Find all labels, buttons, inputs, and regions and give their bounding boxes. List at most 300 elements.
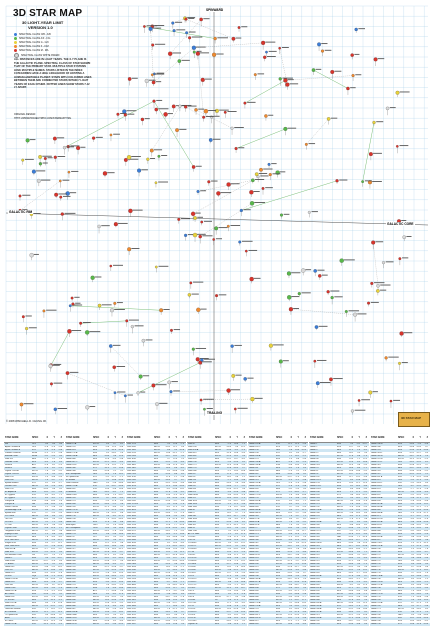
table-cell: M3.5V	[154, 593, 160, 595]
table-cell: 7.1	[303, 500, 306, 502]
table-cell: 6.0	[425, 482, 428, 484]
table-cell: G 99-49	[188, 536, 196, 538]
table-cell: M0.5V	[93, 599, 99, 601]
map-title: 3D STAR MAP	[13, 8, 83, 19]
table-cell: M5.5V	[32, 587, 38, 589]
table-cell: Ross 458 A	[188, 449, 199, 451]
table-cell: 8.1	[167, 542, 170, 544]
table-cell: -16.6	[172, 536, 177, 538]
table-cell: M2V	[398, 581, 403, 583]
table-cell: 1.1	[59, 527, 62, 529]
table-cell: Gliese 521	[310, 614, 320, 616]
table-cell: 13.6	[356, 479, 360, 481]
table-cell: 12.6	[302, 581, 306, 583]
table-cell: 0.5	[59, 569, 62, 571]
table-cell: M3.5V	[93, 596, 99, 598]
table-cell: 8.1	[52, 464, 55, 466]
table-cell: DA	[32, 503, 35, 505]
table-cell: 12.4	[302, 560, 306, 562]
table-cell: Gliese 695 A	[371, 536, 383, 538]
table-cell: 18.4	[119, 533, 123, 535]
table-cell: Kapteyn's Star	[5, 533, 18, 535]
table-cell: 0.1	[303, 473, 306, 475]
table-cell: 13.1	[288, 530, 292, 532]
table-cell: -8.0	[302, 551, 306, 553]
table-cell: Gliese 820 B	[249, 503, 261, 505]
table-cell: M1.5V	[276, 590, 282, 592]
table-cell: M4.5V	[32, 563, 38, 565]
table-cell: -17.2	[348, 560, 353, 562]
table-cell: G 32-5	[188, 575, 195, 577]
table-cell: Ross 614 A	[5, 548, 16, 550]
table-cell: 12.0	[349, 461, 353, 463]
table-cell: Gliese 729	[249, 497, 259, 499]
table-header-cell: Y	[175, 437, 177, 439]
table-cell: 12.1	[105, 542, 109, 544]
table-cell: LHS 3799	[127, 452, 136, 454]
table-cell: -7.1	[180, 581, 184, 583]
table-cell: 8.0	[45, 602, 48, 604]
table-cell: 1.0	[113, 524, 116, 526]
table-cell: 9.9	[174, 449, 177, 451]
table-cell: 9.1	[411, 605, 414, 607]
table-cell: LHS 1723	[127, 443, 136, 445]
legend-item: SPECTRAL CLASS O/B - A/B	[14, 33, 51, 36]
table-cell: Wolf 562	[188, 524, 196, 526]
table-cell: DA5	[337, 536, 341, 538]
table-cell: 7.1	[411, 587, 414, 589]
table-cell: 1.0	[59, 503, 62, 505]
table-cell: M3.5V	[215, 455, 221, 457]
table-cell: -5.1	[424, 470, 428, 472]
table-cell: Ross 682	[188, 455, 197, 457]
table-cell: 2.2	[52, 458, 55, 460]
table-cell: Gliese 700.2	[371, 542, 383, 544]
table-cell: Gliese 892	[66, 488, 76, 490]
table-cell: M3.5V	[276, 494, 282, 496]
table-cell: -11.6	[226, 452, 231, 454]
table-cell: 13.7	[44, 554, 48, 556]
table-cell: M3.5V	[154, 560, 160, 562]
table-cell: Gliese 9066	[66, 614, 77, 616]
table-cell: G5V	[398, 479, 403, 481]
table-cell: Gliese 185	[310, 494, 320, 496]
star-index-column	[4, 437, 64, 625]
table-cell: -19.6	[348, 581, 353, 583]
table-cell: 8.3	[357, 551, 360, 553]
table-cell: Wolf 498	[188, 488, 196, 490]
table-cell: EZ Aquarii A	[5, 491, 17, 493]
table-cell: M4.5V	[154, 452, 160, 454]
table-cell: 3.2	[59, 593, 62, 595]
table-cell: -15.2	[348, 569, 353, 571]
table-cell: -3.7	[51, 491, 55, 493]
table-cell: -1.4	[295, 476, 299, 478]
table-cell: -15.8	[233, 464, 238, 466]
table-cell: -12.4	[165, 578, 170, 580]
table-cell: -3.5	[295, 506, 299, 508]
table-cell: 3.6	[357, 464, 360, 466]
table-cell: 5.7	[425, 590, 428, 592]
table-cell: 3.7	[167, 560, 170, 562]
table-cell: M4V	[32, 599, 37, 601]
table-cell: M1.5V	[276, 563, 282, 565]
table-cell: -2.4	[173, 539, 177, 541]
table-cell: -16.2	[165, 611, 170, 613]
table-cell: M4V	[215, 536, 220, 538]
table-cell: Proxima Centauri	[5, 452, 21, 454]
table-cell: -18.6	[409, 446, 414, 448]
table-cell: LHS 1287	[127, 551, 136, 553]
table-cell: M3.5V	[276, 557, 282, 559]
table-cell: -12.1	[104, 566, 109, 568]
table-cell: M5V	[215, 554, 220, 556]
table-cell: M4V	[215, 482, 220, 484]
table-cell: -15.1	[111, 581, 116, 583]
table-cell: M4V	[93, 545, 98, 547]
table-cell: LHS 2064	[127, 548, 136, 550]
red-star-icon	[14, 49, 17, 52]
table-cell: M5.5V	[32, 479, 38, 481]
table-cell: 5.3	[181, 506, 184, 508]
table-cell: -14.7	[165, 455, 170, 457]
table-cell: -17.1	[416, 506, 421, 508]
table-cell: 3.5	[296, 521, 299, 523]
table-cell: K0V	[398, 617, 402, 619]
table-cell: 15.1	[356, 533, 360, 535]
table-cell: Gliese 83.1 B	[249, 530, 262, 532]
table-cell: M4V	[276, 488, 281, 490]
table-cell: -17.3	[104, 554, 109, 556]
table-cell: 5.2	[357, 557, 360, 559]
table-cell: -18.2	[416, 530, 421, 532]
table-cell: 2.6	[106, 512, 109, 514]
table-cell: K0V	[398, 488, 402, 490]
table-cell: -9.3	[302, 506, 306, 508]
table-cell: A1V	[276, 461, 280, 463]
table-cell: -7.8	[105, 464, 109, 466]
table-cell: Gliese 514	[66, 563, 76, 565]
table-cell: M3V	[93, 542, 98, 544]
table-cell: 4.3	[235, 578, 238, 580]
table-cell: K3V	[93, 488, 97, 490]
table-cell: M0V	[398, 590, 403, 592]
table-cell: M3.5V	[337, 596, 343, 598]
table-cell: 2.3	[364, 473, 367, 475]
table-cell: Gliese 473 A	[249, 476, 261, 478]
table-cell: -1.7	[302, 452, 306, 454]
table-cell: LHS 2206	[127, 455, 136, 457]
table-cell: -1.3	[241, 449, 245, 451]
table-cell: M5.5V	[32, 620, 38, 622]
table-cell: 15.4	[166, 494, 170, 496]
table-cell: -14.9	[233, 467, 238, 469]
table-cell: 17.4	[173, 464, 177, 466]
table-cell: Gliese 270	[310, 515, 320, 517]
table-cell: -10.1	[233, 497, 238, 499]
table-cell: -4.2	[234, 449, 238, 451]
table-cell: -0.8	[363, 596, 367, 598]
table-cell: -3.6	[105, 446, 109, 448]
table-cell: M1V	[93, 521, 98, 523]
table-cell: 0.7	[59, 614, 62, 616]
table-cell: Gliese 899	[249, 623, 259, 625]
table-cell: -16.5	[348, 572, 353, 574]
table-cell: K0V	[276, 455, 280, 457]
table-cell: Wolf 940	[188, 515, 196, 517]
table-cell: M5.5V	[276, 521, 282, 523]
table-cell: G 1-21	[188, 605, 195, 607]
table-cell: 5.2	[120, 506, 123, 508]
table-cell: Gliese 414 A	[310, 575, 322, 577]
table-cell: M1.5V	[337, 551, 343, 553]
table-cell: -6.1	[295, 503, 299, 505]
table-cell: -7.1	[363, 467, 367, 469]
table-cell: -17.9	[416, 542, 421, 544]
table-cell: M3V	[276, 566, 281, 568]
table-cell: -8.3	[180, 542, 184, 544]
table-cell: 7.6	[289, 524, 292, 526]
table-cell: -10.5	[165, 446, 170, 448]
table-cell: 4.1	[235, 533, 238, 535]
table-cell: -11.6	[416, 623, 421, 625]
table-cell: 8.3	[52, 482, 55, 484]
table-cell: -2.5	[58, 467, 62, 469]
table-cell: 9.4	[411, 608, 414, 610]
table-cell: 4.0	[364, 623, 367, 625]
table-header-cell: SPEC	[93, 437, 100, 439]
table-cell: -6.4	[112, 587, 116, 589]
table-cell: Gliese 678.1	[371, 524, 383, 526]
table-cell: 14.1	[227, 527, 231, 529]
table-cell: 19.6	[227, 605, 231, 607]
table-cell: 6.5	[289, 500, 292, 502]
table-cell: -4.4	[180, 482, 184, 484]
table-cell: M4V	[398, 557, 403, 559]
table-cell: DX Cancri	[5, 515, 15, 517]
table-cell: 14.4	[119, 488, 123, 490]
table-cell: -4.3	[363, 533, 367, 535]
table-cell: 10.3	[295, 464, 299, 466]
table-row	[65, 623, 125, 626]
table-header-cell: X	[229, 437, 231, 439]
table-cell: M4V	[154, 494, 159, 496]
table-cell: M4V	[154, 470, 159, 472]
table-cell: 6.1	[425, 461, 428, 463]
table-cell: 1.5	[425, 578, 428, 580]
table-cell: 7.7	[174, 524, 177, 526]
table-cell: M3.5V	[398, 587, 404, 589]
table-cell: M4V	[215, 614, 220, 616]
table-cell: -12.7	[172, 509, 177, 511]
table-cell: -4.8	[44, 503, 48, 505]
legend-item: SPECTRAL CLASS K - K/M	[14, 45, 49, 48]
table-cell: -9.8	[180, 590, 184, 592]
table-cell: 10.1	[356, 545, 360, 547]
table-cell: Gliese 169.1	[310, 488, 322, 490]
table-cell: -9.1	[119, 536, 123, 538]
table-cell: Gliese 133	[310, 482, 320, 484]
table-cell: -16.1	[165, 530, 170, 532]
table-cell: 2.5	[425, 611, 428, 613]
table-header-cell: Z	[121, 437, 123, 439]
table-cell: Gliese 536 B	[371, 443, 383, 445]
table-cell: G0V	[398, 485, 403, 487]
table-cell: 3.5	[296, 524, 299, 526]
table-cell: 3.7	[235, 512, 238, 514]
table-cell: K5V	[276, 506, 280, 508]
table-cell: -4.4	[227, 494, 231, 496]
table-cell: Gliese 727	[371, 566, 381, 568]
table-cell: 12.9	[295, 539, 299, 541]
table-cell: 6.5	[59, 563, 62, 565]
table-cell: 18.2	[356, 497, 360, 499]
table-cell: 13.7	[234, 506, 238, 508]
table-cell: 9.7	[167, 569, 170, 571]
table-cell: 10.8	[112, 479, 116, 481]
table-cell: -17.5	[416, 611, 421, 613]
table-cell: LHS 2229	[127, 587, 136, 589]
table-cell: -1.6	[241, 593, 245, 595]
table-cell: 3.1	[289, 602, 292, 604]
table-cell: M3V	[337, 443, 342, 445]
table-cell: Gliese 379	[310, 560, 320, 562]
table-cell: 9.2	[120, 470, 123, 472]
table-cell: 3.4	[228, 518, 231, 520]
table-cell: G2V	[32, 446, 37, 448]
table-cell: M3.5V	[32, 566, 38, 568]
table-cell: Gliese 876	[5, 581, 15, 583]
table-cell: K0V	[398, 599, 402, 601]
table-cell: 4.0	[411, 560, 414, 562]
table-cell: 13.3	[105, 596, 109, 598]
table-cell: M3V	[93, 587, 98, 589]
table-cell: -6.3	[166, 536, 170, 538]
table-cell: -16.7	[294, 584, 299, 586]
table-cell: Gliese 87	[310, 470, 319, 472]
table-cell: 16.8	[166, 515, 170, 517]
table-cell: -11.2	[57, 539, 62, 541]
table-cell: Gliese 9	[310, 449, 318, 451]
table-cell: 12.4	[363, 542, 367, 544]
table-cell: 6.2	[45, 482, 48, 484]
table-cell: 7.0	[106, 518, 109, 520]
table-cell: -13.9	[416, 518, 421, 520]
table-cell: -14.2	[409, 461, 414, 463]
table-cell: Gliese 776	[371, 611, 381, 613]
table-cell: -5.3	[295, 623, 299, 625]
table-cell: 8.3	[45, 509, 48, 511]
table-cell: 6.2	[411, 575, 414, 577]
table-cell: 0.5	[59, 455, 62, 457]
table-cell: -17.0	[416, 545, 421, 547]
table-cell: M4.5V	[32, 524, 38, 526]
table-cell: -14.8	[287, 563, 292, 565]
table-header-cell: SPEC	[276, 437, 283, 439]
yellow-star-icon	[14, 41, 17, 44]
table-cell: -3.3	[173, 515, 177, 517]
table-cell: 18.1	[349, 452, 353, 454]
table-cell: 1.8	[425, 572, 428, 574]
table-cell: M1.5V	[276, 545, 282, 547]
table-cell: 17.6	[105, 521, 109, 523]
table-cell: Gliese 508 A	[310, 608, 322, 610]
table-cell: M1V	[276, 581, 281, 583]
table-cell: 8.9	[167, 497, 170, 499]
table-cell: -14.2	[165, 482, 170, 484]
table-cell: 16.2	[227, 476, 231, 478]
table-cell: -19.1	[172, 617, 177, 619]
table-cell: 9.8	[357, 542, 360, 544]
table-cell: LHS 2627	[127, 620, 136, 622]
table-cell: Gliese 526	[66, 506, 76, 508]
table-cell: 8.1	[364, 524, 367, 526]
table-cell: -13.4	[423, 509, 428, 511]
table-cell: M0V	[337, 542, 342, 544]
table-cell: LHS 1005	[127, 494, 136, 496]
table-cell: 6.9	[411, 584, 414, 586]
table-cell: M4V	[215, 602, 220, 604]
table-cell: -11.5	[409, 458, 414, 460]
table-cell: M3V	[215, 605, 220, 607]
table-cell: -17.9	[416, 569, 421, 571]
table-cell: -2.2	[112, 503, 116, 505]
table-cell: -8.8	[119, 446, 123, 448]
table-header-cell: X	[290, 437, 292, 439]
table-cell: G 169-29	[188, 611, 197, 613]
table-cell: -13.4	[50, 578, 55, 580]
table-cell: -7.2	[363, 593, 367, 595]
table-cell: Gliese 382	[249, 545, 259, 547]
table-cell: 17.9	[356, 518, 360, 520]
table-cell: -1.4	[349, 506, 353, 508]
table-cell: 10.3	[410, 620, 414, 622]
table-cell: 17.0	[363, 584, 367, 586]
table-cell: Gliese 747 A	[371, 584, 383, 586]
table-cell: Wolf 1453	[188, 503, 197, 505]
table-cell: -18.4	[165, 512, 170, 514]
table-cell: -16.5	[416, 620, 421, 622]
table-cell: 0.6	[296, 473, 299, 475]
table-cell: K0V	[32, 608, 36, 610]
table-cell: F5IV	[32, 500, 37, 502]
table-cell: -0.2	[51, 557, 55, 559]
table-cell: 16.3	[112, 617, 116, 619]
table-cell: -3.5	[349, 521, 353, 523]
table-cell: Gliese 102	[310, 476, 320, 478]
table-cell: M0V	[337, 449, 342, 451]
table-cell: -7.4	[288, 470, 292, 472]
table-cell: 0.6	[52, 488, 55, 490]
table-cell: -12.6	[301, 557, 306, 559]
table-cell: 18.4	[112, 545, 116, 547]
table-cell: 9.1	[106, 485, 109, 487]
table-cell: M2.5V	[398, 491, 404, 493]
table-cell: M4V	[215, 458, 220, 460]
table-cell: 11.2	[288, 443, 292, 445]
table-cell: -15.6	[104, 620, 109, 622]
table-cell: -5.9	[44, 584, 48, 586]
table-cell: 8.5	[45, 485, 48, 487]
table-cell: Gliese 699	[249, 488, 259, 490]
table-cell: -13.8	[362, 545, 367, 547]
table-cell: -9.4	[58, 521, 62, 523]
table-cell: M3.5V	[93, 617, 99, 619]
table-cell: 16.3	[166, 467, 170, 469]
table-cell: G 161-71	[188, 545, 197, 547]
table-cell: 10.2	[288, 617, 292, 619]
table-cell: 13.1	[241, 560, 245, 562]
